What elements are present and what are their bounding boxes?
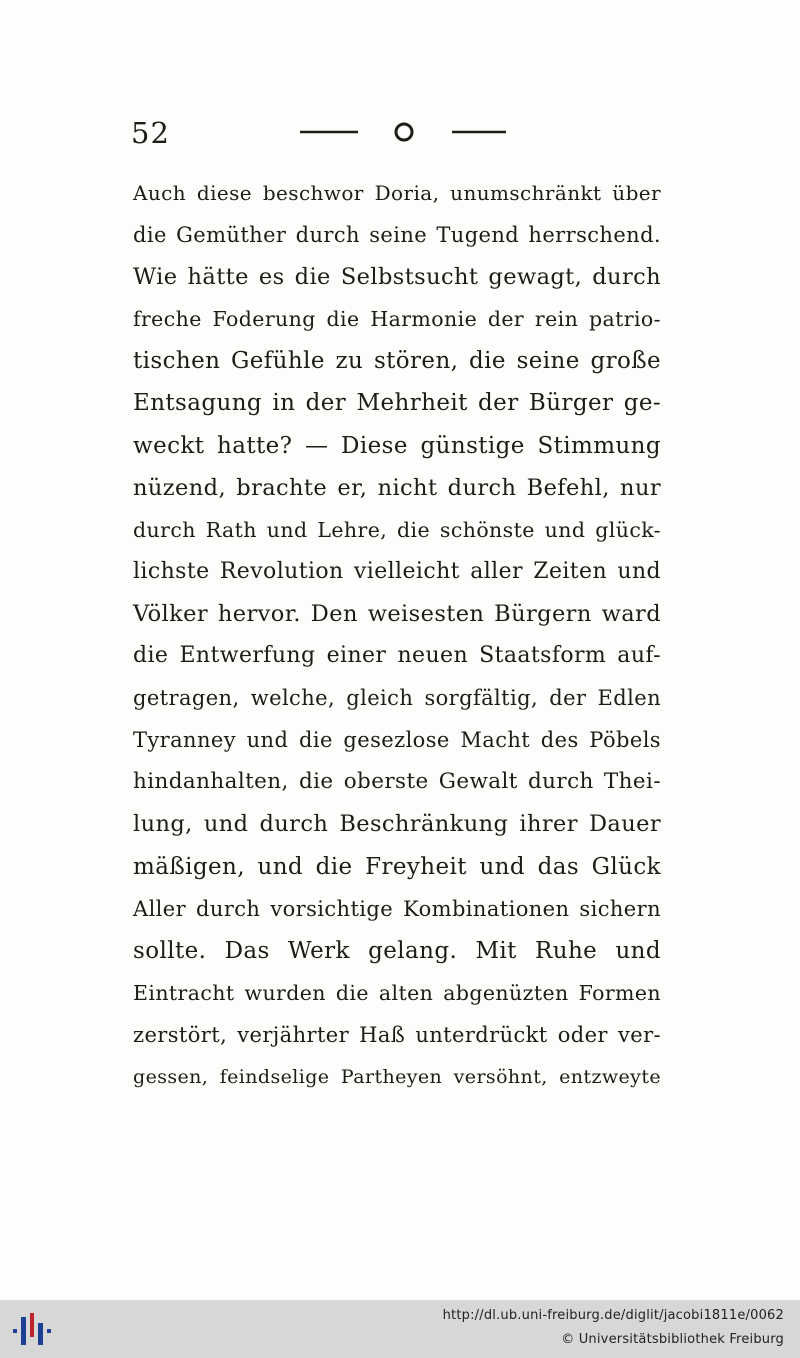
text-line: weckt hatte? — Diese günstige Stimmung <box>133 432 661 459</box>
text-line: zerstört, verjährter Haß unterdrückt oder ver- <box>133 1022 661 1047</box>
text-line: die Gemüther durch seine Tugend herrschend. <box>133 223 661 248</box>
text-line: Eintracht wurden die alten abgenüzten Formen <box>133 980 661 1005</box>
text-line: Völker hervor. Den weisesten Bürgern ward <box>133 600 661 627</box>
text-line: Tyranney und die gesezlose Macht des Pöbels <box>133 728 661 753</box>
footer-bar <box>0 1300 800 1358</box>
text-line: Auch diese beschwor Doria, unumschränkt über <box>133 181 661 205</box>
text-line: nüzend, brachte er, nicht durch Befehl, nur <box>133 474 661 501</box>
text-line: lichste Revolution vielleicht aller Zeiten und <box>133 558 661 584</box>
text-line: durch Rath und Lehre, die schönste und glück- <box>133 517 661 542</box>
source-url[interactable]: http://dl.ub.uni-freiburg.de/diglit/jacobi1811e/0062 <box>442 1308 784 1323</box>
page-number: 52 <box>131 116 170 150</box>
ub-freiburg-logo-icon <box>10 1309 54 1349</box>
header-ornament <box>298 118 508 148</box>
text-line: getragen, welche, gleich sorgfältig, der Edlen <box>133 686 661 711</box>
text-line: hindanhalten, die oberste Gewalt durch Thei- <box>133 769 661 795</box>
copyright-notice: © Universitätsbibliothek Freiburg <box>561 1332 784 1347</box>
text-line: Aller durch vorsichtige Kombinationen sichern <box>133 896 661 921</box>
text-line: Wie hätte es die Selbstsucht gewagt, durch <box>133 264 661 291</box>
text-line: mäßigen, und die Freyheit und das Glück <box>133 853 661 880</box>
text-line: sollte. Das Werk gelang. Mit Ruhe und <box>133 937 661 964</box>
text-line: freche Foderung die Harmonie der rein patrio- <box>133 307 661 332</box>
text-line: tischen Gefühle zu stören, die seine große <box>133 348 661 375</box>
text-line: die Entwerfung einer neuen Staatsform auf- <box>133 643 661 669</box>
text-line: gessen, feindselige Partheyen versöhnt, entzweyte <box>133 1065 661 1088</box>
body-text <box>133 172 661 1098</box>
text-line: Entsagung in der Mehrheit der Bürger ge- <box>133 390 661 417</box>
text-line: lung, und durch Beschränkung ihrer Dauer <box>133 811 661 838</box>
